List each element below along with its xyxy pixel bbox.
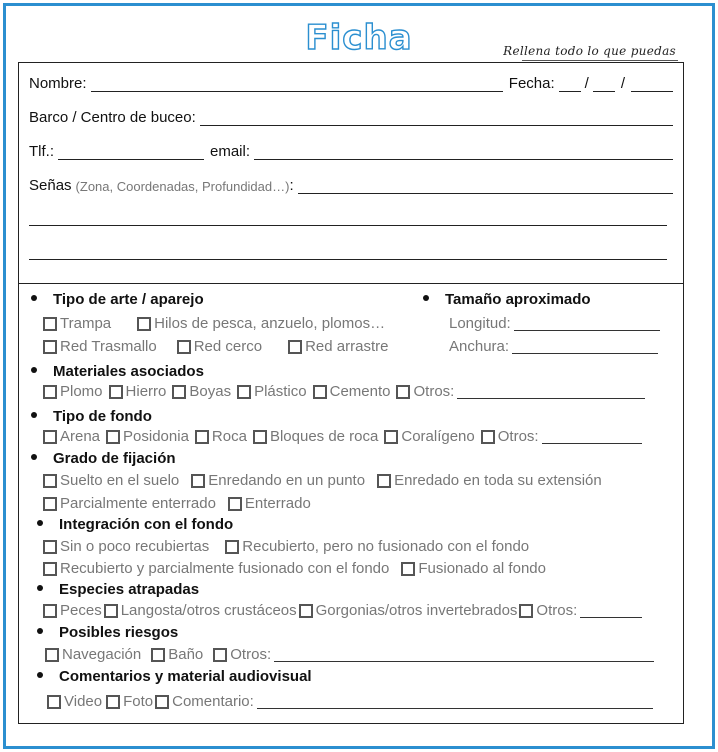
option-hierro[interactable] (109, 383, 167, 400)
option-otros[interactable] (213, 646, 654, 663)
checkbox-icon[interactable] (43, 474, 57, 488)
checkbox-icon[interactable] (225, 540, 239, 554)
option-hilos[interactable] (137, 315, 385, 332)
section-title: Especies atrapadas (59, 581, 200, 598)
option-label: Trampa (60, 315, 112, 332)
anchura-row (449, 338, 658, 355)
form-subtitle: Rellena todo lo que puedas (503, 44, 676, 58)
otros-field[interactable] (457, 385, 645, 399)
option-label: Hierro (125, 383, 167, 400)
fecha-label: Fecha: (508, 75, 555, 92)
checkbox-icon[interactable] (377, 474, 391, 488)
checkbox-icon[interactable] (43, 385, 57, 399)
fecha-separator: / (584, 75, 589, 92)
option-label: Posidonia (123, 428, 189, 445)
comentarios-options (47, 693, 659, 710)
tlf-field[interactable] (58, 145, 204, 160)
option-otros[interactable] (481, 428, 642, 445)
checkbox-icon[interactable] (288, 340, 302, 354)
checkbox-icon[interactable] (45, 648, 59, 662)
option-label: Navegación (62, 646, 142, 663)
checkbox-icon[interactable] (106, 695, 120, 709)
option-label: Plomo (60, 383, 103, 400)
otros-field[interactable] (274, 648, 654, 662)
form-card (18, 62, 684, 724)
senas-line-3[interactable] (29, 259, 667, 260)
senas-label: Señas (29, 177, 72, 194)
section-divider (19, 283, 683, 284)
option-label: Roca (211, 428, 247, 445)
checkbox-icon[interactable] (106, 430, 120, 444)
bullet-icon (31, 454, 37, 460)
option-label: Suelto en el suelo (60, 472, 180, 489)
section-comentarios (37, 668, 312, 685)
option-label: Recubierto, pero no fusionado con el fondo (242, 538, 530, 555)
tlf-row (29, 143, 673, 160)
option-label: Bloques de roca (269, 428, 379, 445)
longitud-label: Longitud: (449, 315, 511, 332)
option-comentario[interactable] (155, 693, 653, 710)
checkbox-icon[interactable] (177, 340, 191, 354)
option-label: Arena (60, 428, 101, 445)
section-tamano (423, 291, 591, 308)
section-title: Grado de fijación (53, 450, 176, 467)
option-label: Red cerco (193, 338, 263, 355)
option-coraligeno[interactable] (384, 428, 474, 445)
option-label: Coralígeno (401, 428, 475, 445)
option-red-arrastre[interactable] (288, 338, 388, 355)
option-label: Parcialmente enterrado (60, 495, 216, 512)
option-enredando-punto[interactable] (191, 472, 365, 489)
checkbox-icon[interactable] (43, 340, 57, 354)
integracion-options-2 (43, 560, 552, 577)
option-boyas[interactable] (172, 383, 231, 400)
checkbox-icon[interactable] (43, 497, 57, 511)
section-materiales (31, 363, 204, 380)
checkbox-icon[interactable] (172, 385, 186, 399)
fondo-options (43, 428, 648, 445)
bullet-icon (37, 672, 43, 678)
nombre-field[interactable] (91, 77, 503, 92)
option-label: Plástico (254, 383, 307, 400)
option-parcialmente-enterrado[interactable] (43, 495, 216, 512)
barco-label: Barco / Centro de buceo: (29, 109, 196, 126)
senas-line-2[interactable] (29, 225, 667, 226)
fecha-year-field[interactable] (631, 77, 673, 92)
option-label: Video (64, 693, 103, 710)
checkbox-icon[interactable] (109, 385, 123, 399)
option-otros[interactable] (396, 383, 645, 400)
senas-field[interactable] (298, 179, 673, 194)
otros-field[interactable] (542, 430, 642, 444)
senas-hint: (Zona, Coordenadas, Profundidad…) (75, 179, 290, 194)
comentario-field[interactable] (257, 695, 653, 709)
option-label: Sin o poco recubiertas (60, 538, 210, 555)
fecha-month-field[interactable] (593, 77, 615, 92)
checkbox-icon[interactable] (43, 562, 57, 576)
option-label: Boyas (189, 383, 232, 400)
section-integracion (37, 516, 233, 533)
section-title: Comentarios y material audiovisual (59, 668, 312, 685)
barco-field[interactable] (200, 111, 673, 126)
checkbox-icon[interactable] (155, 695, 169, 709)
riesgos-options (45, 646, 660, 663)
option-bano[interactable] (151, 646, 203, 663)
checkbox-icon[interactable] (384, 430, 398, 444)
otros-field[interactable] (580, 604, 642, 618)
checkbox-icon[interactable] (228, 497, 242, 511)
option-label: Comentario: (172, 693, 254, 710)
option-label: Enredando en un punto (208, 472, 366, 489)
checkbox-icon[interactable] (401, 562, 415, 576)
option-cemento[interactable] (313, 383, 391, 400)
tipo-arte-options-1 (43, 315, 391, 332)
bullet-icon (37, 628, 43, 634)
checkbox-icon[interactable] (137, 317, 151, 331)
option-label: Otros: (497, 428, 539, 445)
bullet-icon (423, 295, 429, 301)
option-label: Red arrastre (305, 338, 389, 355)
section-title: Posibles riesgos (59, 624, 179, 641)
option-bloques-roca[interactable] (253, 428, 378, 445)
option-roca[interactable] (195, 428, 247, 445)
option-label: Foto (123, 693, 154, 710)
option-label: Fusionado al fondo (418, 560, 546, 577)
option-enterrado[interactable] (228, 495, 311, 512)
fijacion-options-2 (43, 495, 317, 512)
option-peces[interactable] (43, 602, 102, 619)
bullet-icon (31, 367, 37, 373)
checkbox-icon[interactable] (253, 430, 267, 444)
option-fusionado[interactable] (401, 560, 546, 577)
checkbox-icon[interactable] (213, 648, 227, 662)
option-label: Baño (168, 646, 204, 663)
checkbox-icon[interactable] (47, 695, 61, 709)
senas-row (29, 177, 673, 194)
option-enredado-toda[interactable] (377, 472, 602, 489)
option-label: Cemento (329, 383, 391, 400)
form-title: Ficha (305, 18, 413, 58)
fijacion-options-1 (43, 472, 608, 489)
tipo-arte-options-2 (43, 338, 394, 355)
checkbox-icon[interactable] (237, 385, 251, 399)
checkbox-icon[interactable] (481, 430, 495, 444)
checkbox-icon[interactable] (43, 317, 57, 331)
section-riesgos (37, 624, 178, 641)
option-label: Otros: (230, 646, 272, 663)
integracion-options-1 (43, 538, 535, 555)
longitud-row (449, 315, 660, 332)
option-plastico[interactable] (237, 383, 307, 400)
section-especies (37, 581, 199, 598)
especies-options (43, 602, 648, 619)
option-label: Otros: (413, 383, 455, 400)
section-fondo (31, 408, 152, 425)
fecha-separator: / (620, 75, 625, 92)
option-label: Hilos de pesca, anzuelo, plomos… (154, 315, 386, 332)
senas-colon: : (289, 177, 294, 194)
fecha-day-field[interactable] (559, 77, 581, 92)
checkbox-icon[interactable] (519, 604, 533, 618)
option-posidonia[interactable] (106, 428, 189, 445)
option-label: Peces (60, 602, 102, 619)
option-foto[interactable] (106, 693, 153, 710)
checkbox-icon[interactable] (43, 540, 57, 554)
anchura-field[interactable] (512, 340, 658, 354)
section-title: Tipo de fondo (53, 408, 152, 425)
anchura-label: Anchura: (449, 338, 510, 355)
bullet-icon (31, 295, 37, 301)
option-arena[interactable] (43, 428, 100, 445)
bullet-icon (37, 585, 43, 591)
email-label: email: (210, 143, 251, 160)
option-suelto[interactable] (43, 472, 179, 489)
option-label: Enredado en toda su extensión (394, 472, 602, 489)
option-label: Gorgonias/otros invertebrados (315, 602, 518, 619)
checkbox-icon[interactable] (299, 604, 313, 618)
checkbox-icon[interactable] (151, 648, 165, 662)
checkbox-icon[interactable] (104, 604, 118, 618)
option-langosta[interactable] (104, 602, 297, 619)
option-label: Red Trasmallo (60, 338, 157, 355)
option-label: Enterrado (244, 495, 311, 512)
bullet-icon (37, 520, 43, 526)
option-plomo[interactable] (43, 383, 103, 400)
option-otros[interactable] (519, 602, 642, 619)
checkbox-icon[interactable] (313, 385, 327, 399)
option-gorgonias[interactable] (299, 602, 518, 619)
barco-row (29, 109, 673, 126)
section-title: Tamaño aproximado (445, 291, 591, 308)
email-field[interactable] (254, 145, 673, 160)
checkbox-icon[interactable] (396, 385, 410, 399)
section-tipo-arte (31, 291, 204, 308)
option-label: Otros: (536, 602, 578, 619)
checkbox-icon[interactable] (43, 430, 57, 444)
bullet-icon (31, 412, 37, 418)
subtitle-underline (522, 60, 678, 61)
option-parcialmente-fusionado[interactable] (43, 560, 389, 577)
option-sin-recubiertas[interactable] (43, 538, 209, 555)
option-red-trasmallo[interactable] (43, 338, 157, 355)
checkbox-icon[interactable] (191, 474, 205, 488)
nombre-row (29, 75, 673, 92)
option-navegacion[interactable] (45, 646, 141, 663)
longitud-field[interactable] (514, 317, 660, 331)
option-red-cerco[interactable] (177, 338, 262, 355)
option-recubierto-no-fusionado[interactable] (225, 538, 529, 555)
section-title: Integración con el fondo (59, 516, 234, 533)
tlf-label: Tlf.: (29, 143, 54, 160)
option-trampa[interactable] (43, 315, 111, 332)
option-label: Recubierto y parcialmente fusionado con el fondo (60, 560, 390, 577)
nombre-label: Nombre: (29, 75, 87, 92)
option-label: Langosta/otros crustáceos (120, 602, 297, 619)
option-video[interactable] (47, 693, 102, 710)
section-fijacion (31, 450, 176, 467)
section-title: Tipo de arte / aparejo (53, 291, 204, 308)
materiales-options (43, 383, 651, 400)
checkbox-icon[interactable] (195, 430, 209, 444)
checkbox-icon[interactable] (43, 604, 57, 618)
section-title: Materiales asociados (53, 363, 204, 380)
